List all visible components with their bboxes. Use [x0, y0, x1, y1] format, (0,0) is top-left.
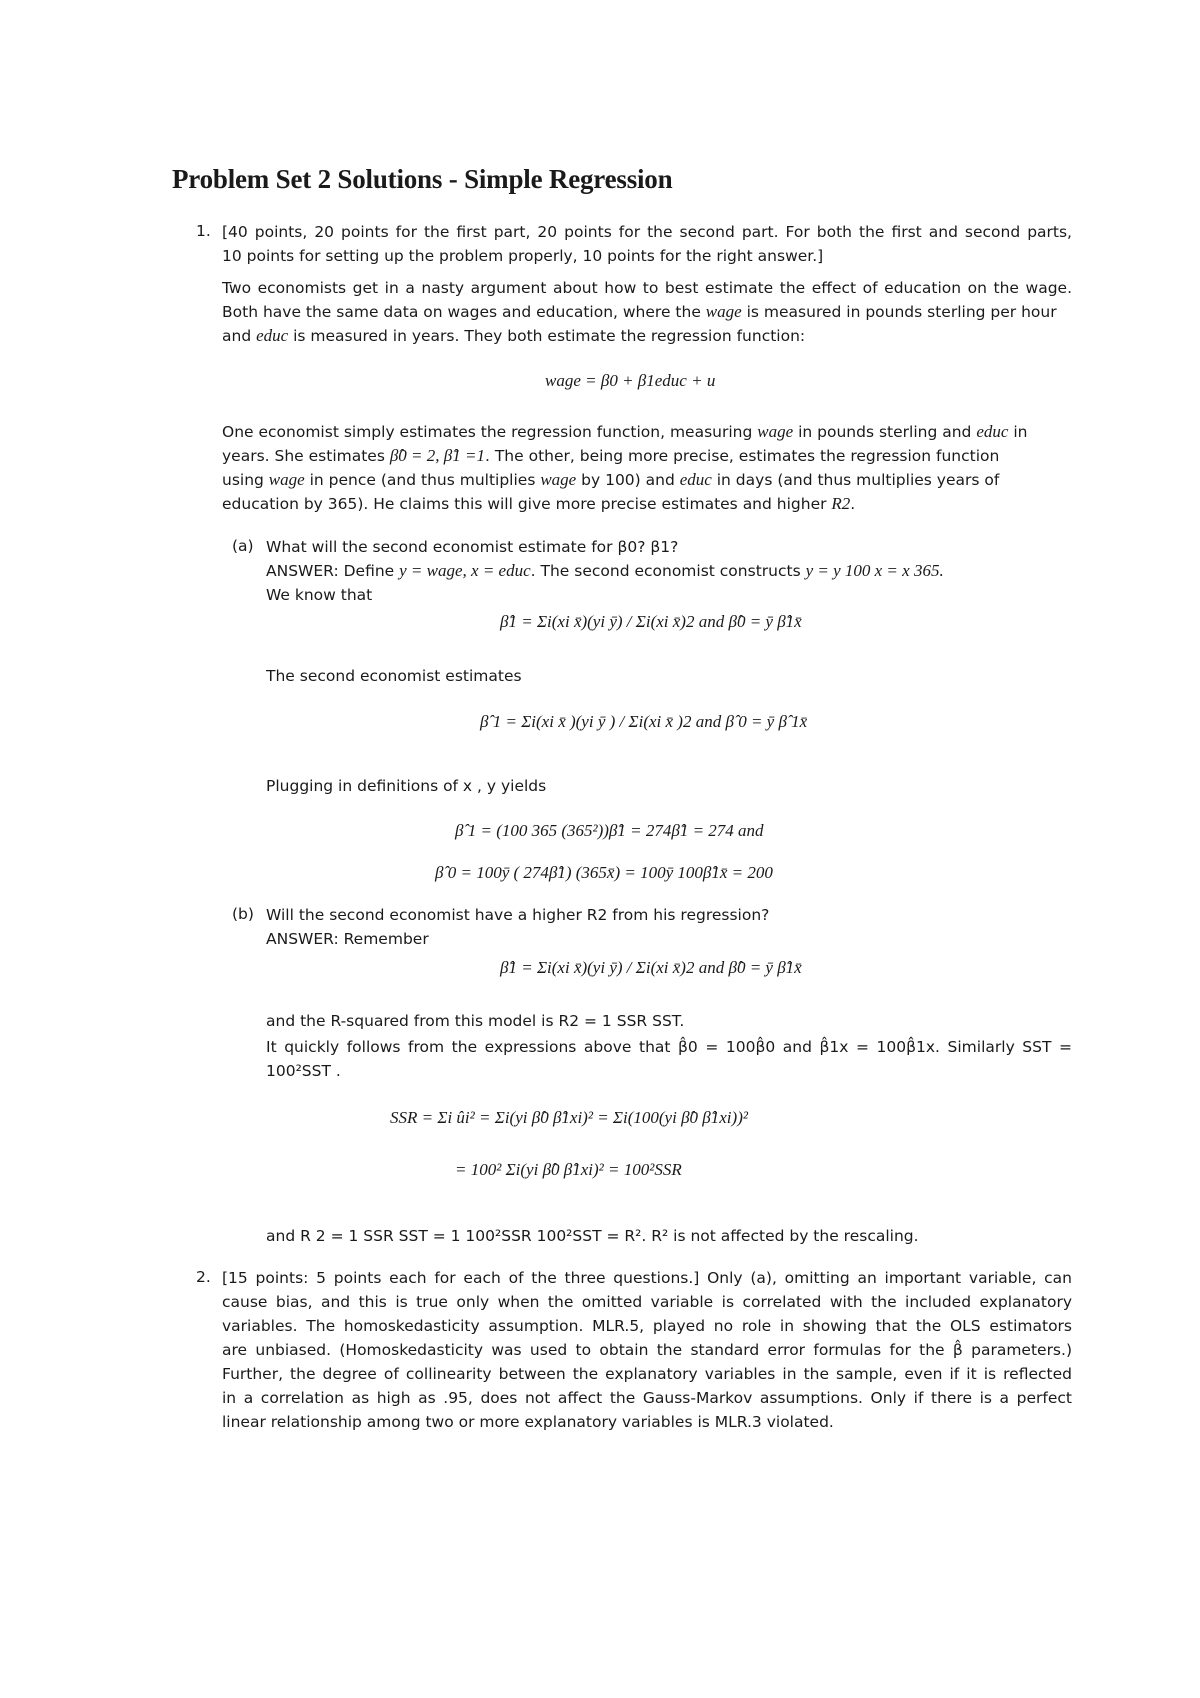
part-a-answer-line-2: We know that — [266, 586, 373, 604]
part-a-label: (a) — [232, 537, 254, 555]
q1-para-line-2: Both have the same data on wages and education, where the wage is measured in pounds sterling per hour — [222, 302, 1057, 321]
ssr-equation-line-1: SSR = Σi ûi² = Σi(yi β̂0 β̂1xi)² = Σi(100(yi β̂0 β̂1xi))² — [390, 1108, 748, 1127]
q1-para-line-1: Two economists get in a nasty argument about how to best estimate the effect of education on the wage. — [222, 279, 1072, 297]
part-a-question: What will the second economist estimate for β0? β1? — [266, 538, 679, 556]
part-b-text-2: It quickly follows from the expressions above that β̂0 = 100β̂0 and β̂1x = 100β̂1x. Similarly SST = — [266, 1038, 1072, 1056]
q2-line-6: in a correlation as high as .95, does not affect the Gauss-Markov assumptions. Only if there is a perfect — [222, 1389, 1072, 1407]
q2-line-7: linear relationship among two or more explanatory variables is MLR.3 violated. — [222, 1413, 834, 1431]
q2-line-4: are unbiased. (Homoskedasticity was used to obtain the standard error formulas for the β̂ parameters.) — [222, 1341, 1072, 1359]
part-b-label: (b) — [232, 905, 254, 923]
regression-equation: wage = β0 + β1educ + u — [545, 371, 716, 390]
beta1-transform: β̂ 1 = (100 365 (365²))β̂1 = 274β̂1 = 274 and — [455, 821, 764, 840]
q1-para-line-5: years. She estimates β̂0 = 2, β̂1 =1. The other, being more precise, estimates the regression function — [222, 446, 1000, 465]
ols-formula-1: β̂1 = Σi(xi x̄)(yi ȳ) / Σi(xi x̄)2 and β̂0 = ȳ β̂1x̄ — [500, 612, 802, 631]
ols-formula-2: β̂ 1 = Σi(xi x̄ )(yi ȳ ) / Σi(xi x̄ )2 and β̂ 0 = ȳ β̂ 1x̄ — [480, 712, 808, 731]
q2-line-3: variables. The homoskedasticity assumption. MLR.5, played no role in showing that the OLS estimators — [222, 1317, 1072, 1335]
q1-para-line-7: education by 365). He claims this will give more precise estimates and higher R2. — [222, 494, 856, 513]
q1-line-1: [40 points, 20 points for the first part, 20 points for the second part. For both the first and second parts, — [222, 223, 1072, 241]
q1-para-line-6: using wage in pence (and thus multiplies wage by 100) and educ in days (and thus multiplies years of — [222, 470, 1000, 489]
ssr-equation-line-2: = 100² Σi(yi β̂0 β̂1xi)² = 100²SSR — [455, 1160, 682, 1179]
q2-line-1: [15 points: 5 points each for each of the three questions.] Only (a), omitting an important variable, can — [222, 1269, 1072, 1287]
q1-para-line-3: and educ is measured in years. They both estimate the regression function: — [222, 326, 806, 345]
q1-line-2: 10 points for setting up the problem properly, 10 points for the right answer.] — [222, 247, 824, 265]
ols-formula-3: β̂1 = Σi(xi x̄)(yi ȳ) / Σi(xi x̄)2 and β̂0 = ȳ β̂1x̄ — [500, 958, 802, 977]
part-b-question: Will the second economist have a higher R2 from his regression? — [266, 906, 770, 924]
part-b-text-4: and R 2 = 1 SSR SST = 1 100²SSR 100²SST = R². R² is not affected by the rescaling. — [266, 1227, 919, 1245]
part-a-text-2: Plugging in definitions of x , y yields — [266, 777, 547, 795]
part-a-answer-line-1: ANSWER: Define y = wage, x = educ. The second economist constructs y = y 100 x = x 365. — [266, 561, 944, 580]
question-1-number: 1. — [196, 222, 211, 240]
q2-line-2: cause bias, and this is true only when the omitted variable is correlated with the included explanatory — [222, 1293, 1072, 1311]
q1-para-line-4: One economist simply estimates the regression function, measuring wage in pounds sterling and educ in — [222, 422, 1028, 441]
question-2-number: 2. — [196, 1268, 211, 1286]
part-b-text-1: and the R-squared from this model is R2 = 1 SSR SST. — [266, 1012, 685, 1030]
part-b-text-3: 100²SST . — [266, 1062, 341, 1080]
page-title: Problem Set 2 Solutions - Simple Regression — [172, 164, 673, 194]
q2-line-5: Further, the degree of collinearity between the explanatory variables in the sample, even if it is reflected — [222, 1365, 1072, 1383]
beta0-transform: β̂ 0 = 100ȳ ( 274β̂1) (365x̄) = 100ȳ 100β̂1x̄ = 200 — [435, 863, 773, 882]
part-b-answer-line-1: ANSWER: Remember — [266, 930, 429, 948]
part-a-text-1: The second economist estimates — [266, 667, 522, 685]
